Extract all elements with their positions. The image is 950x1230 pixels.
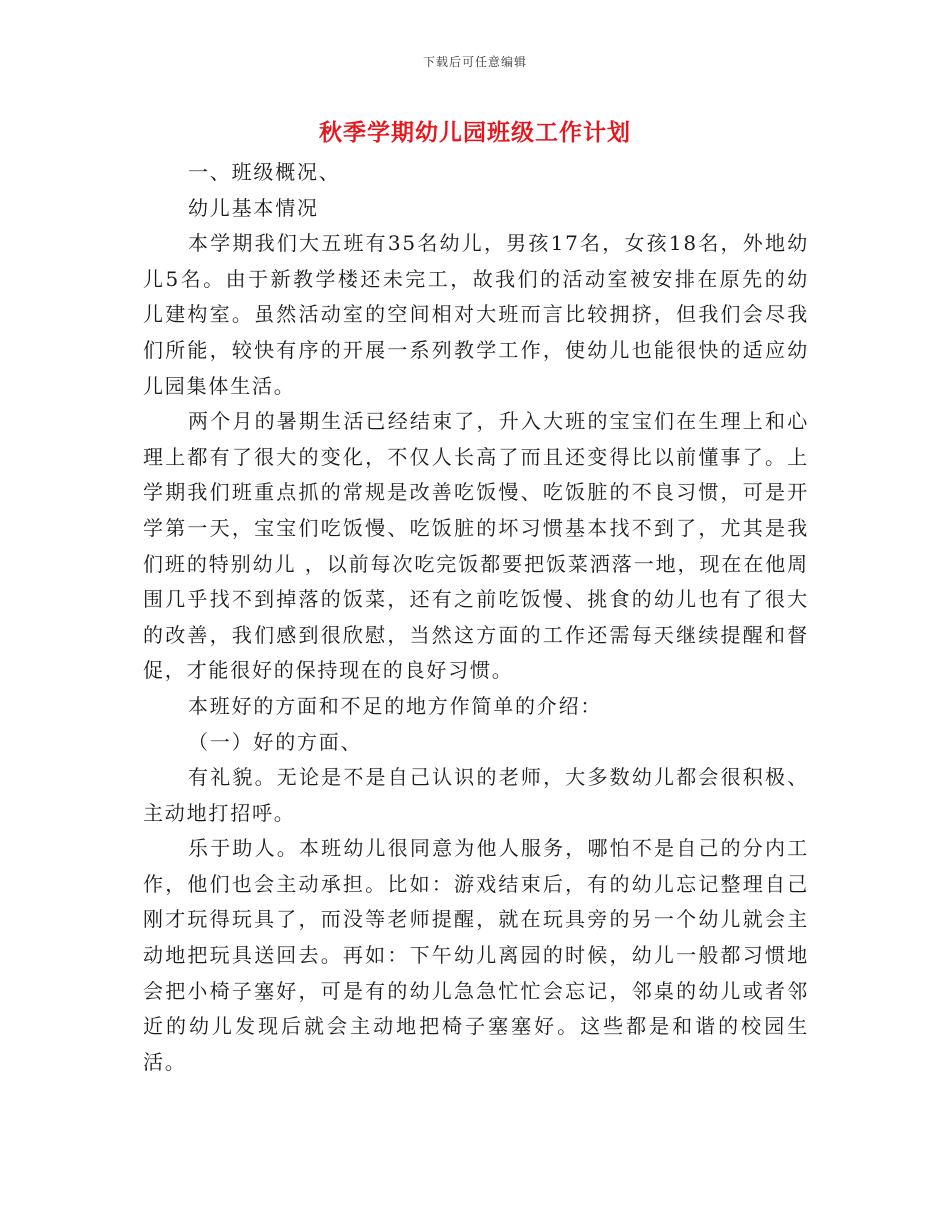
document-body xyxy=(143,155,809,1080)
paragraph-summer-changes: 两个月的暑期生活已经结束了，升入大班的宝宝们在生理上和心理上都有了很大的变化，不仅人长高了而且还变得比以前懂事了。上学期我们班重点抓的常规是改善吃饭慢、吃饭脏的不良习惯，可是开学第一天，宝宝们吃饭慢、吃饭脏的坏习惯基本找不到了，尤其是我们班的特别幼儿 ，以前每次吃完饭都要把饭菜洒落一地，现在在他周围几乎找不到掉落的饭菜，还有之前吃饭慢、挑食的幼儿也有了很大的改善，我们感到很欣慰，当然这方面的工作还需每天继续提醒和督促，才能很好的保持现在的良好习惯。 xyxy=(143,409,809,683)
paragraph-polite: 有礼貌。无论是不是自己认识的老师，大多数幼儿都会很积极、主动地打招呼。 xyxy=(143,765,809,825)
paragraph-helpful: 乐于助人。本班幼儿很同意为他人服务，哪怕不是自己的分内工作，他们也会主动承担。比如：游戏结束后，有的幼儿忘记整理自己刚才玩得玩具了，而没等老师提醒，就在玩具旁的另一个幼儿就会主动地把玩具送回去。再如：下午幼儿离园的时候，幼儿一般都习惯地会把小椅子塞好，可是有的幼儿急急忙忙会忘记，邻桌的幼儿或者邻近的幼儿发现后就会主动地把椅子塞塞好。这些都是和谐的校园生活。 xyxy=(143,836,809,1074)
paragraph-class-intro: 本学期我们大五班有35名幼儿，男孩17名，女孩18名，外地幼儿5名。由于新教学楼还未完工，故我们的活动室被安排在原先的幼儿建构室。虽然活动室的空间相对大班而言比较拥挤，但我们会尽我们所能，较快有序的开展一系列教学工作，使幼儿也能很快的适应幼儿园集体生活。 xyxy=(143,231,809,398)
header-note: 下载后可任意编辑 xyxy=(422,55,527,69)
section-heading-class-overview: 一、班级概况、 xyxy=(188,160,341,184)
subheading-basic-info: 幼儿基本情况 xyxy=(188,195,319,220)
subheading-good-aspects: （一）好的方面、 xyxy=(188,729,363,754)
paragraph-intro-strengths: 本班好的方面和不足的地方作简单的介绍： xyxy=(188,693,603,718)
document-title: 秋季学期幼儿园班级工作计划 xyxy=(319,119,631,146)
